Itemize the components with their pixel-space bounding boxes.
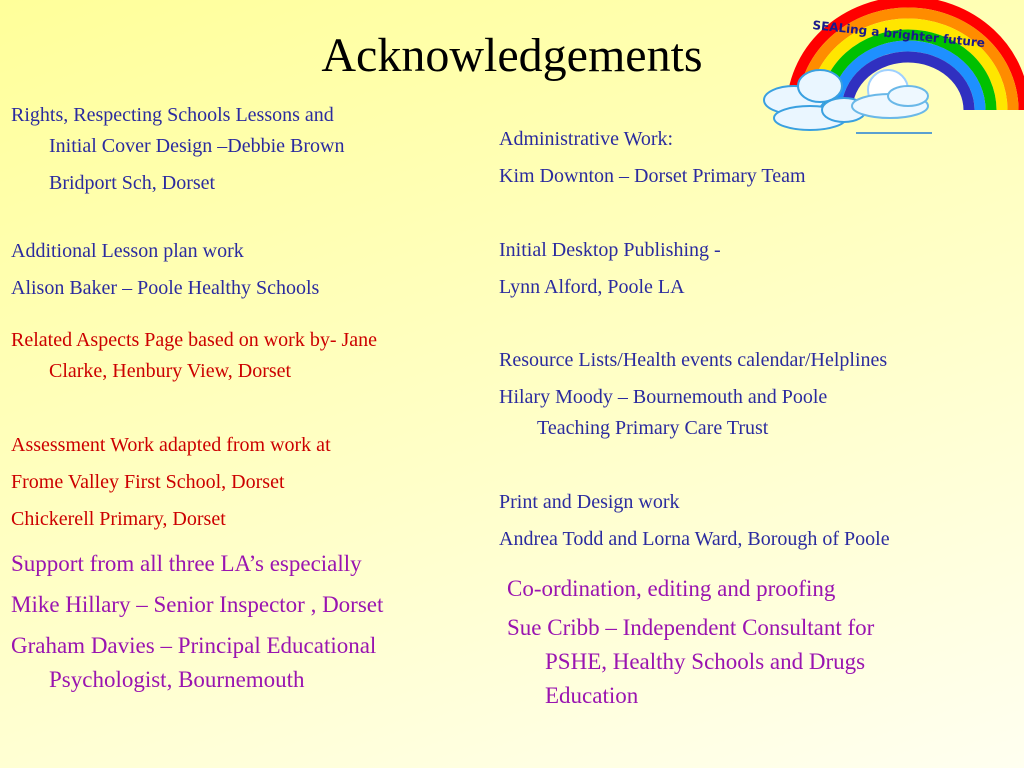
print-credit: [499, 487, 1019, 555]
support-credit: [11, 547, 496, 697]
credit-line: Rights, Respecting Schools Lessons and: [11, 104, 334, 126]
credit-line: Sue Cribb – Independent Consultant for: [507, 615, 875, 640]
credit-line: Initial Cover Design –Debbie Brown: [49, 135, 345, 157]
credit-line: Kim Downton – Dorset Primary Team: [499, 165, 806, 187]
credit-heading: Co-ordination, editing and proofing: [507, 576, 836, 601]
credit-line: Andrea Todd and Lorna Ward, Borough of Poole: [499, 528, 890, 550]
left-column: [11, 100, 496, 697]
related-credit: [11, 325, 496, 387]
additional-credit: [11, 236, 496, 304]
credit-line: Related Aspects Page based on work by- Jane: [11, 329, 378, 351]
rainbow-logo: [760, 0, 1024, 136]
assessment-credit: [11, 430, 496, 535]
credit-heading: Resource Lists/Health events calendar/Helplines: [499, 349, 888, 371]
credit-heading: Initial Desktop Publishing -: [499, 239, 721, 261]
credit-heading: Additional Lesson plan work: [11, 240, 244, 262]
page-title: Acknowledgements: [321, 29, 703, 82]
credit-line: Mike Hillary – Senior Inspector , Dorset: [11, 592, 384, 617]
credit-line: Education: [545, 683, 639, 708]
dtp-credit: [499, 235, 1019, 303]
credit-line: Psychologist, Bournemouth: [49, 667, 305, 692]
credit-heading: Assessment Work adapted from work at: [11, 434, 331, 456]
credit-line: Graham Davies – Principal Educational: [11, 633, 377, 658]
right-column: [499, 124, 1019, 713]
credit-line: Bridport Sch, Dorset: [49, 172, 216, 194]
lessons-credit: [11, 100, 496, 199]
coordination-credit: [507, 572, 1019, 713]
admin-credit: [499, 124, 1019, 192]
credit-line: Alison Baker – Poole Healthy Schools: [11, 277, 320, 299]
credit-line: Hilary Moody – Bournemouth and Poole: [499, 386, 828, 408]
credit-line: Chickerell Primary, Dorset: [11, 508, 226, 530]
credit-heading: Print and Design work: [499, 491, 680, 513]
credit-heading: Administrative Work:: [499, 128, 674, 150]
credit-line: Teaching Primary Care Trust: [537, 417, 769, 439]
resource-credit: [499, 345, 1019, 444]
credit-line: Lynn Alford, Poole LA: [499, 276, 685, 298]
credit-heading: Support from all three LA’s especially: [11, 551, 362, 576]
credit-line: Frome Valley First School, Dorset: [11, 471, 285, 493]
credit-line: PSHE, Healthy Schools and Drugs: [545, 649, 866, 674]
logo-caption: SEALing a brighter future: [811, 18, 986, 51]
cloud-icon: [852, 86, 928, 118]
credit-line: Clarke, Henbury View, Dorset: [49, 360, 292, 382]
